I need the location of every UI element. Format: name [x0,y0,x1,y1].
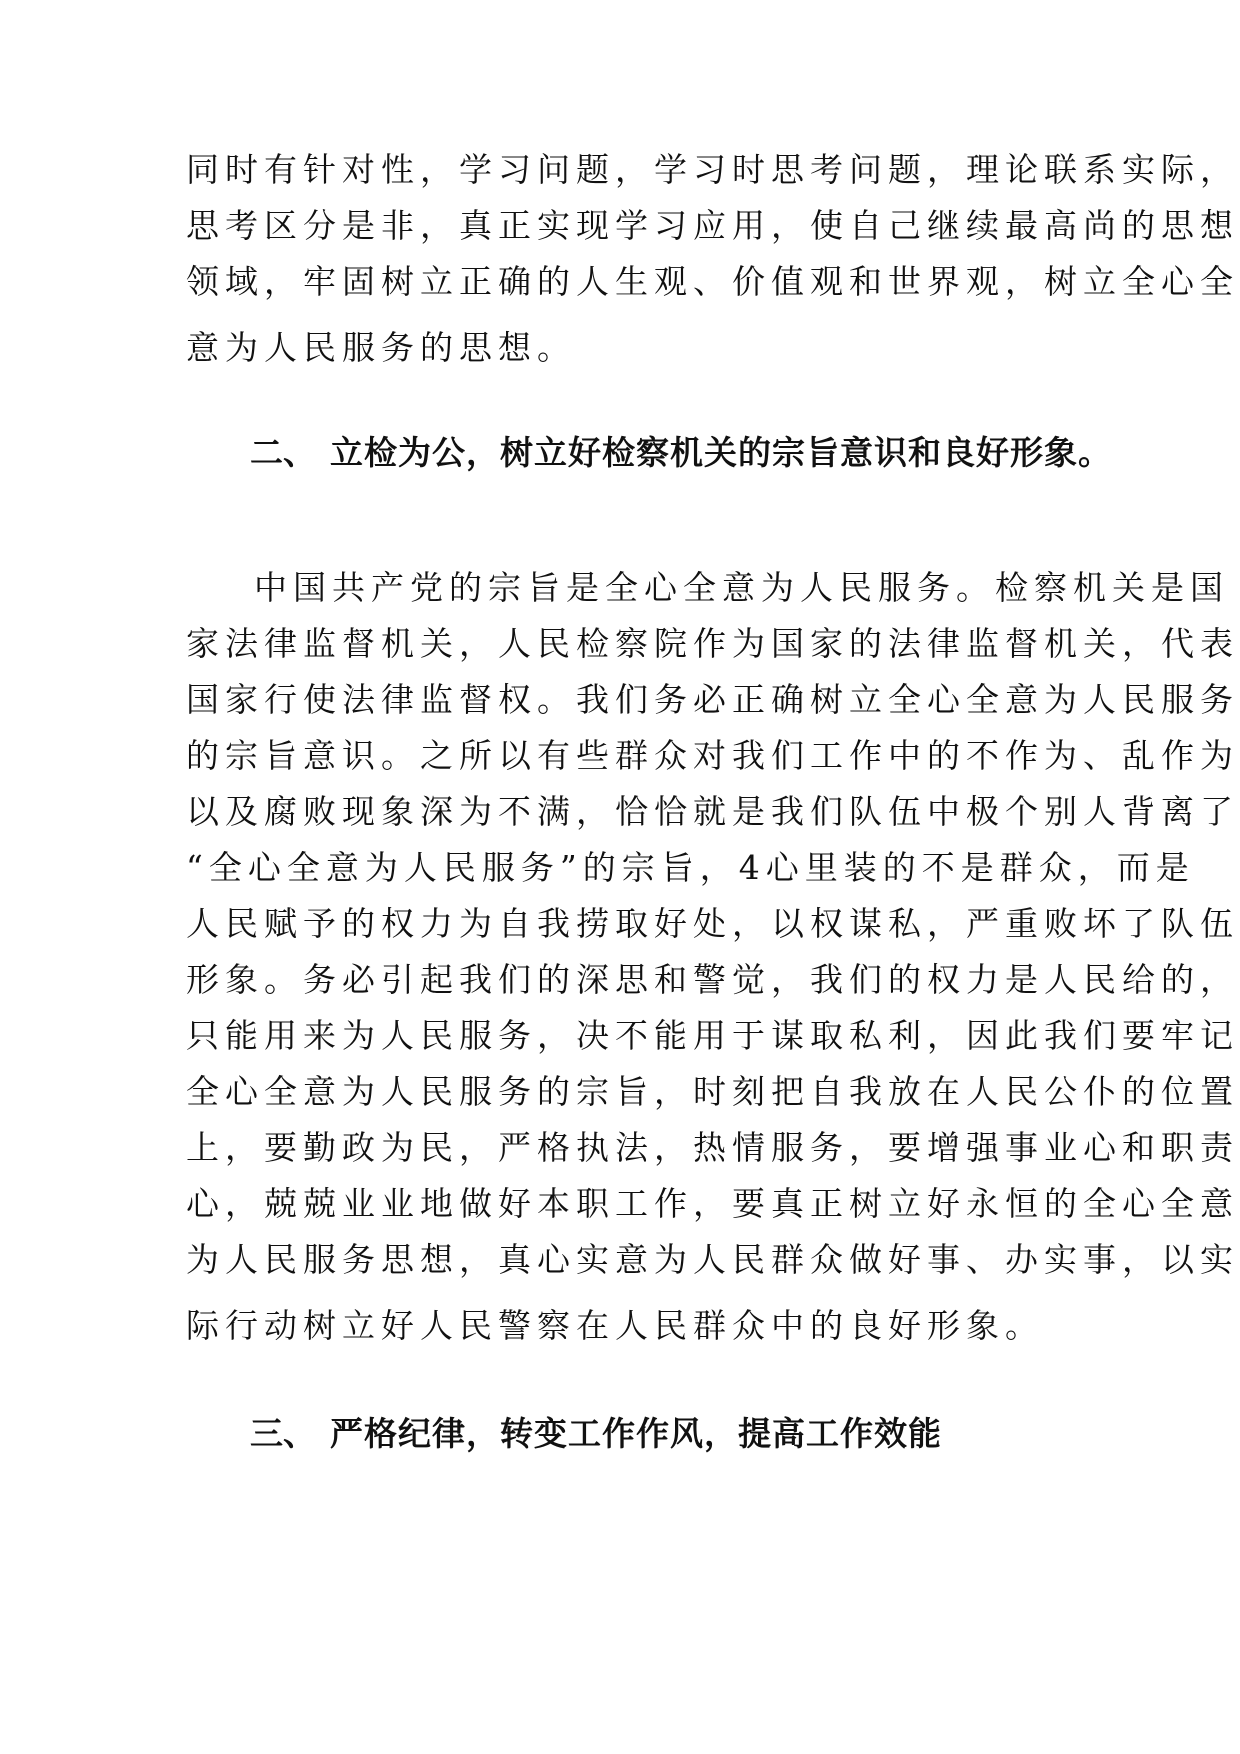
paragraph-2-line: 以及腐败现象深为不满，恰恰就是我们队伍中极个别人背离了 [186,792,1239,831]
paragraph-2-line: 人民赋予的权力为自我捞取好处，以权谋私，严重败坏了队伍 [186,904,1239,943]
paragraph-2-line: 的宗旨意识。之所以有些群众对我们工作中的不作为、乱作为 [186,736,1239,775]
paragraph-1-line: 同时有针对性，学习问题，学习时思考问题，理论联系实际， [186,150,1239,189]
paragraph-2-line: 国家行使法律监督权。我们务必正确树立全心全意为人民服务 [186,680,1239,719]
paragraph-1-line: 领域，牢固树立正确的人生观、价值观和世界观，树立全心全 [186,262,1239,301]
paragraph-2-line: 为人民服务思想，真心实意为人民群众做好事、办实事，以实 [186,1240,1239,1279]
paragraph-2-line: 心，兢兢业业地做好本职工作，要真正树立好永恒的全心全意 [186,1184,1239,1223]
paragraph-2-line: 上，要勤政为民，严格执法，热情服务，要增强事业心和职责 [186,1128,1239,1167]
section-title: 严格纪律，转变工作作风，提高工作效能 [330,1414,942,1453]
paragraph-1-line: 意为人民服务的思想。 [186,328,576,367]
section-number: 二、 [250,433,316,472]
paragraph-2-line: 只能用来为人民服务，决不能用于谋取私利，因此我们要牢记 [186,1016,1239,1055]
paragraph-1-line: 思考区分是非，真正实现学习应用，使自己继续最高尚的思想 [186,206,1239,245]
paragraph-2-line: 际行动树立好人民警察在人民群众中的良好形象。 [186,1306,1044,1345]
paragraph-2-line: “全心全意为人民服务”的宗旨，4心里装的不是群众，而是 [186,848,1195,887]
paragraph-2-line: 家法律监督机关，人民检察院作为国家的法律监督机关，代表 [186,624,1239,663]
paragraph-2-line: 形象。务必引起我们的深思和警觉，我们的权力是人民给的， [186,960,1239,999]
paragraph-2-line: 全心全意为人民服务的宗旨，时刻把自我放在人民公仆的位置 [186,1072,1239,1111]
section-number: 三、 [250,1414,316,1453]
paragraph-2-line: 中国共产党的宗旨是全心全意为人民服务。检察机关是国 [254,568,1229,607]
section-title: 立检为公，树立好检察机关的宗旨意识和良好形象。 [330,433,1112,472]
